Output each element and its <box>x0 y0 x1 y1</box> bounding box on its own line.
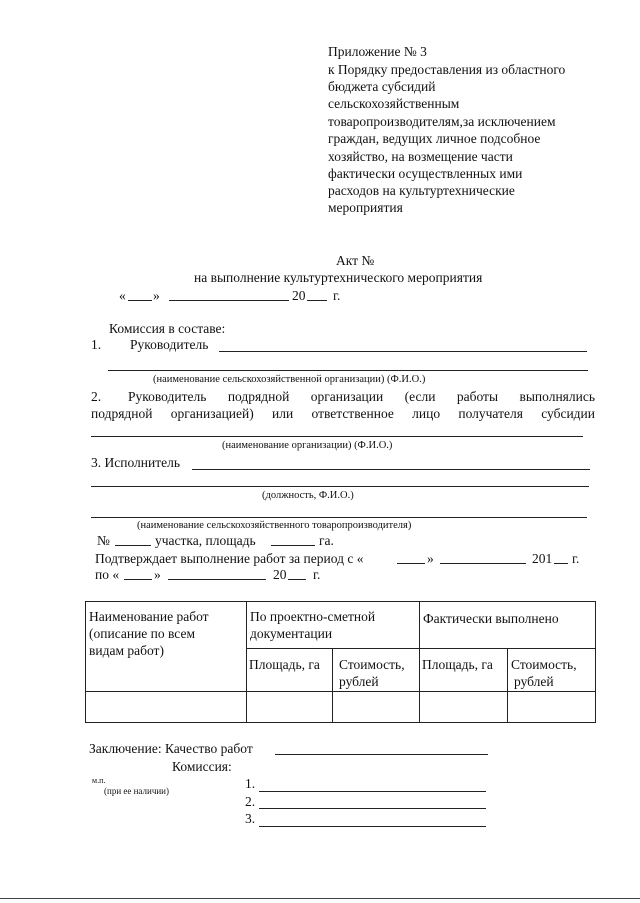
item1-blank-2 <box>108 370 588 371</box>
subheader-cost-1: Стоимость, <box>339 657 405 672</box>
appendix-line: хозяйство, на возмещение части <box>328 149 513 164</box>
to-year-suffix: г. <box>313 567 321 582</box>
appendix-line: товаропроизводителям,за исключением <box>328 114 556 129</box>
period-month-blank <box>440 563 526 564</box>
signature-2-line <box>259 808 486 809</box>
appendix-line: фактически осуществленных ими <box>328 166 523 181</box>
period-day-blank <box>397 563 425 564</box>
plot-text: участка, площадь <box>155 533 256 548</box>
header-works-3: видам работ) <box>89 643 164 658</box>
appendix-line: бюджета субсидий <box>328 79 436 94</box>
seal-note: (при ее наличии) <box>104 786 169 796</box>
item1-blank <box>219 351 587 352</box>
caption-org: (наименование организации) (Ф.И.О.) <box>222 440 393 451</box>
header-design-1: По проектно-сметной <box>250 609 376 624</box>
to-day-blank <box>124 579 152 580</box>
signature-3-number: 3. <box>245 811 256 826</box>
to-month-blank <box>168 579 266 580</box>
subheader-cost-actual-1: Стоимость, <box>511 657 577 672</box>
header-works-2: (описание по всем <box>89 626 195 641</box>
caption-org-fio: (наименование сельскохозяйственной организации) (Ф.И.О.) <box>153 374 426 385</box>
date-open-quote: « <box>119 288 126 303</box>
table-col-line <box>332 648 333 722</box>
to-year-blank <box>288 579 306 580</box>
year-suffix: г. <box>333 288 341 303</box>
page-bottom-edge <box>0 898 640 899</box>
appendix-line: к Порядку предоставления из областного <box>328 62 566 77</box>
item2-text-line1: Руководитель подрядной организации (если работы выполнялись <box>128 389 595 404</box>
year-prefix: 20 <box>292 288 306 303</box>
to-close-quote: » <box>154 567 161 582</box>
table-sub-divider <box>246 648 596 649</box>
subheader-cost-actual-2: рублей <box>514 674 554 689</box>
to-year-prefix: 20 <box>273 567 287 582</box>
appendix-line: граждан, ведущих личное подсобное <box>328 131 541 146</box>
conclusion-blank <box>275 754 488 755</box>
conclusion-label: Заключение: Качество работ <box>89 741 253 756</box>
table-header-bottom <box>85 691 596 692</box>
appendix-line: мероприятия <box>328 200 403 215</box>
table-col-line <box>246 601 247 722</box>
to-prefix: по « <box>95 567 120 582</box>
item1-number: 1. <box>91 337 102 352</box>
subheader-cost-2: рублей <box>339 674 379 689</box>
plot-unit: га. <box>319 533 334 548</box>
table-border-bottom <box>85 722 596 723</box>
period-close-quote: » <box>427 551 434 566</box>
signature-3-line <box>259 826 486 827</box>
signature-1-number: 1. <box>245 776 256 791</box>
plot-number-sign: № <box>97 533 110 548</box>
producer-blank <box>91 517 587 518</box>
header-works-1: Наименование работ <box>89 609 209 624</box>
item2-blank <box>91 436 583 437</box>
item3-blank-2 <box>91 486 589 487</box>
caption-producer: (наименование сельскохозяйственного товаропроизводителя) <box>137 520 412 531</box>
year-blank <box>307 300 327 301</box>
commission-heading: Комиссия в составе: <box>109 321 226 336</box>
period-year-blank <box>554 563 568 564</box>
item2-number: 2. <box>91 389 102 404</box>
item1-label: Руководитель <box>130 337 209 352</box>
period-year-suffix: г. <box>572 551 580 566</box>
period-year-prefix: 201 <box>532 551 553 566</box>
table-col-line <box>507 648 508 722</box>
table-col-line <box>419 601 420 722</box>
signature-2-number: 2. <box>245 794 256 809</box>
appendix-line: расходов на культуртехнические <box>328 183 515 198</box>
item2-text-line2: подрядной организацией) или ответственное лицо получателя субсидии <box>91 406 595 421</box>
appendix-line: сельскохозяйственным <box>328 96 460 111</box>
caption-position: (должность, Ф.И.О.) <box>262 490 354 501</box>
table-col-line <box>595 601 596 722</box>
month-blank <box>169 300 289 301</box>
appendix-line: Приложение № 3 <box>328 44 427 59</box>
act-subtitle: на выполнение культуртехнического мероприятия <box>194 270 483 285</box>
period-text: Подтверждает выполнение работ за период с « <box>95 551 364 566</box>
plot-number-blank <box>115 545 151 546</box>
table-col-line <box>85 601 86 722</box>
header-actual: Фактически выполнено <box>423 611 559 626</box>
seal-place: м.п. <box>92 776 106 785</box>
header-design-2: документации <box>250 626 333 641</box>
signature-1-line <box>259 791 486 792</box>
item3-label: 3. Исполнитель <box>91 455 181 470</box>
item3-blank <box>192 469 590 470</box>
table-border-top <box>85 601 596 602</box>
commission-signature-label: Комиссия: <box>172 759 232 774</box>
plot-area-blank <box>271 545 315 546</box>
act-title: Акт № <box>336 253 375 268</box>
date-close-quote: » <box>153 288 160 303</box>
day-blank <box>128 300 152 301</box>
subheader-area: Площадь, га <box>249 657 320 672</box>
subheader-area-actual: Площадь, га <box>422 657 493 672</box>
